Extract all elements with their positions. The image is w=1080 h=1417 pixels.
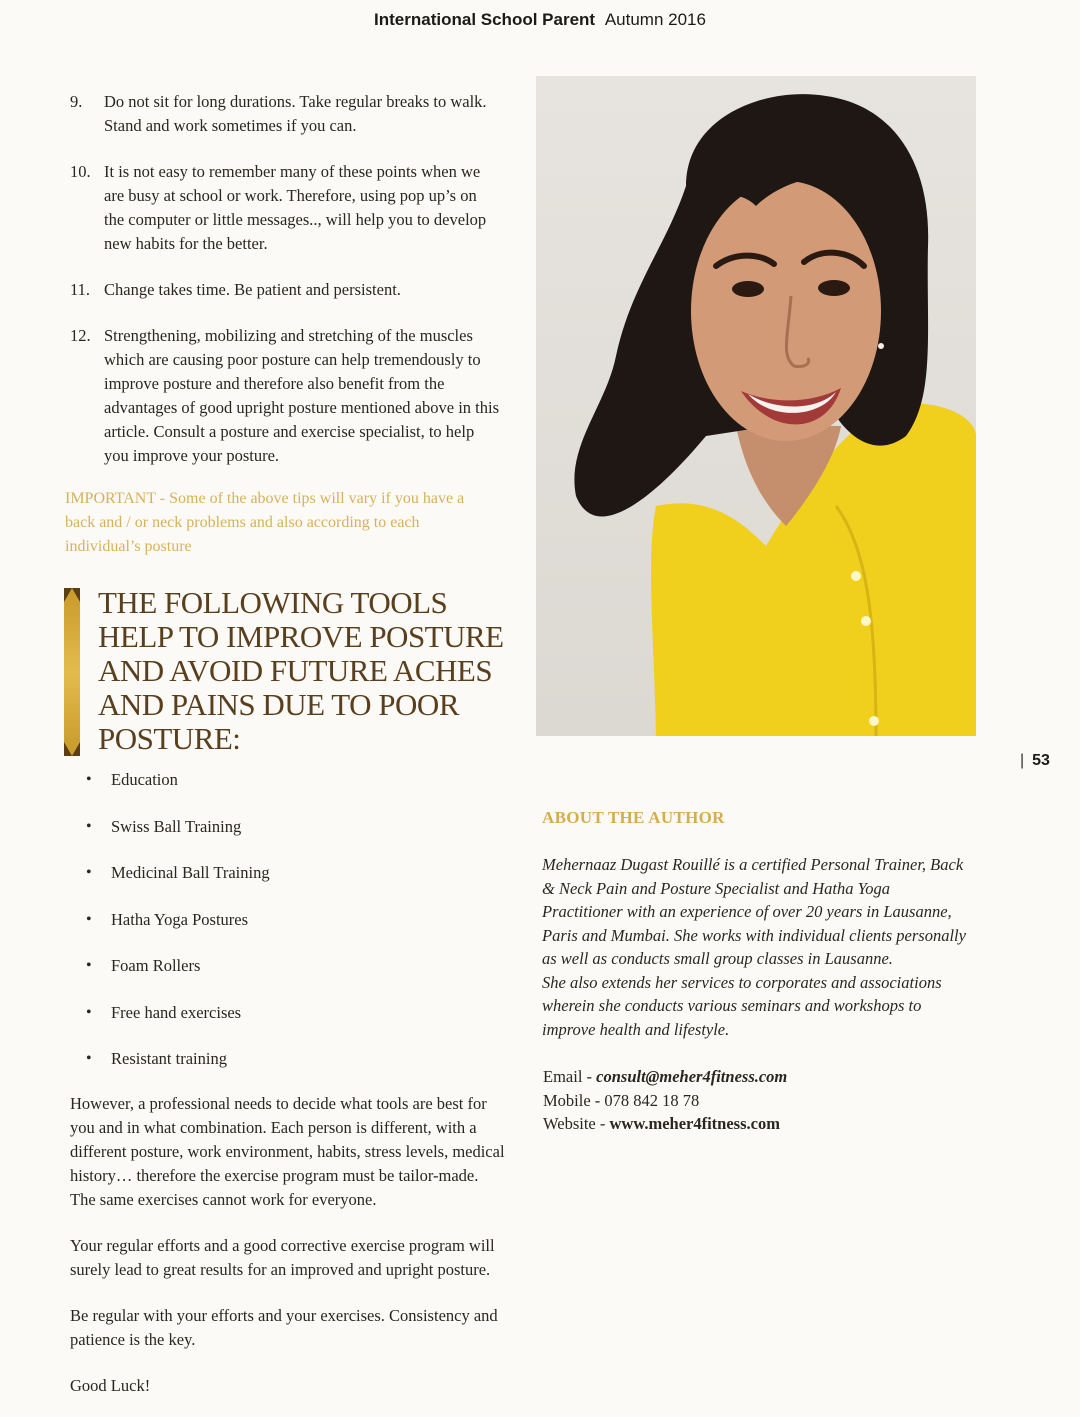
list-item: • Medicinal Ball Training (86, 861, 486, 908)
section-heading-block (64, 585, 504, 756)
list-item (70, 324, 500, 468)
page-number-separator: | (1020, 752, 1025, 769)
shirt-button (861, 616, 871, 626)
mobile-label: Mobile - (543, 1090, 601, 1110)
page-number-value: 53 (1032, 752, 1050, 769)
list-item (70, 90, 500, 138)
issue-season: Autumn 2016 (604, 10, 706, 29)
author-bio (542, 853, 974, 1041)
bio-paragraph: Mehernaaz Dugast Rouillé is a certified Personal Trainer, Back & Neck Pain and Posture Specialist and Hatha Yoga Practitioner with an experience of over 20 years in Lausanne, Paris and Mumbai. She works with individual clients personally as well as conducts small group classes in Lausanne. (542, 855, 966, 968)
about-author-title: ABOUT THE AUTHOR (542, 808, 725, 827)
contact-info (543, 1065, 973, 1136)
list-item: • Resistant training (86, 1047, 486, 1094)
item-number: 10. (70, 162, 91, 181)
list-item (70, 278, 500, 302)
paragraph: Be regular with your efforts and your exercises. Consistency and patience is the key. (70, 1306, 498, 1349)
list-item: • Hatha Yoga Postures (86, 908, 486, 955)
page-number (1020, 752, 1050, 770)
item-text: Do not sit for long durations. Take regular breaks to walk. Stand and work sometimes if you can. (104, 92, 487, 135)
list-item: • Foam Rollers (86, 954, 486, 1001)
item-number: 12. (70, 326, 91, 345)
website-label: Website - (543, 1114, 606, 1133)
list-item: • Swiss Ball Training (86, 815, 486, 862)
list-item: • Education (86, 768, 486, 815)
website-link[interactable]: www.meher4fitness.com (609, 1114, 780, 1133)
email-label: Email - (543, 1067, 593, 1086)
mobile-value: 078 842 18 78 (604, 1090, 700, 1110)
list-item: • Free hand exercises (86, 1001, 486, 1048)
important-note: IMPORTANT - Some of the above tips will vary if you have a back and / or neck problems and also according to each individual’s posture (65, 490, 465, 555)
heading-accent-bar (64, 588, 80, 756)
eye (732, 281, 764, 297)
shirt-button (851, 571, 861, 581)
paragraph: Good Luck! (70, 1376, 151, 1395)
email-line (543, 1065, 973, 1089)
body-text (70, 1092, 505, 1417)
item-number: 9. (70, 92, 83, 111)
tools-list (86, 768, 486, 1094)
list-item (70, 160, 500, 256)
item-text: Change takes time. Be patient and persistent. (104, 280, 401, 299)
item-text: Strengthening, mobilizing and stretching of the muscles which are causing poor posture can help tremendously to improve posture and therefore also benefit from the advantages of good upright posture mentioned above in this article. Consult a posture and exercise specialist, to help you improve your posture. (104, 326, 500, 465)
email-link[interactable]: consult@meher4fitness.com (596, 1067, 788, 1086)
bio-paragraph: She also extends her services to corporates and associations wherein she conducts various seminars and workshops to improve health and lifestyle. (542, 972, 942, 1039)
tips-list (70, 90, 500, 490)
item-number: 11. (70, 280, 91, 299)
publication-title: International School Parent (374, 10, 596, 29)
paragraph: However, a professional needs to decide what tools are best for you and in what combination. Each person is different, with a different posture, work environment, habits, stress levels, medical history… therefore the exercise program must be tailor-made. The same exercises cannot work for everyone. (70, 1094, 505, 1209)
page-header (0, 10, 1080, 30)
earring (878, 343, 884, 349)
author-portrait (536, 76, 976, 736)
section-heading: THE FOLLOWING TOOLS HELP TO IMPROVE POSTURE AND AVOID FUTURE ACHES AND PAINS DUE TO POOR POSTURE: (98, 585, 504, 756)
mobile-line (543, 1089, 973, 1113)
website-line (543, 1112, 973, 1136)
paragraph: Your regular efforts and a good corrective exercise program will surely lead to great results for an improved and upright posture. (70, 1236, 495, 1279)
item-text: It is not easy to remember many of these points when we are busy at school or work. Therefore, using pop up’s on the computer or little messages.., will help you to develop new habits for the better. (104, 162, 487, 253)
eye (818, 280, 850, 296)
shirt-button (869, 716, 879, 726)
portrait-illustration (536, 76, 976, 736)
